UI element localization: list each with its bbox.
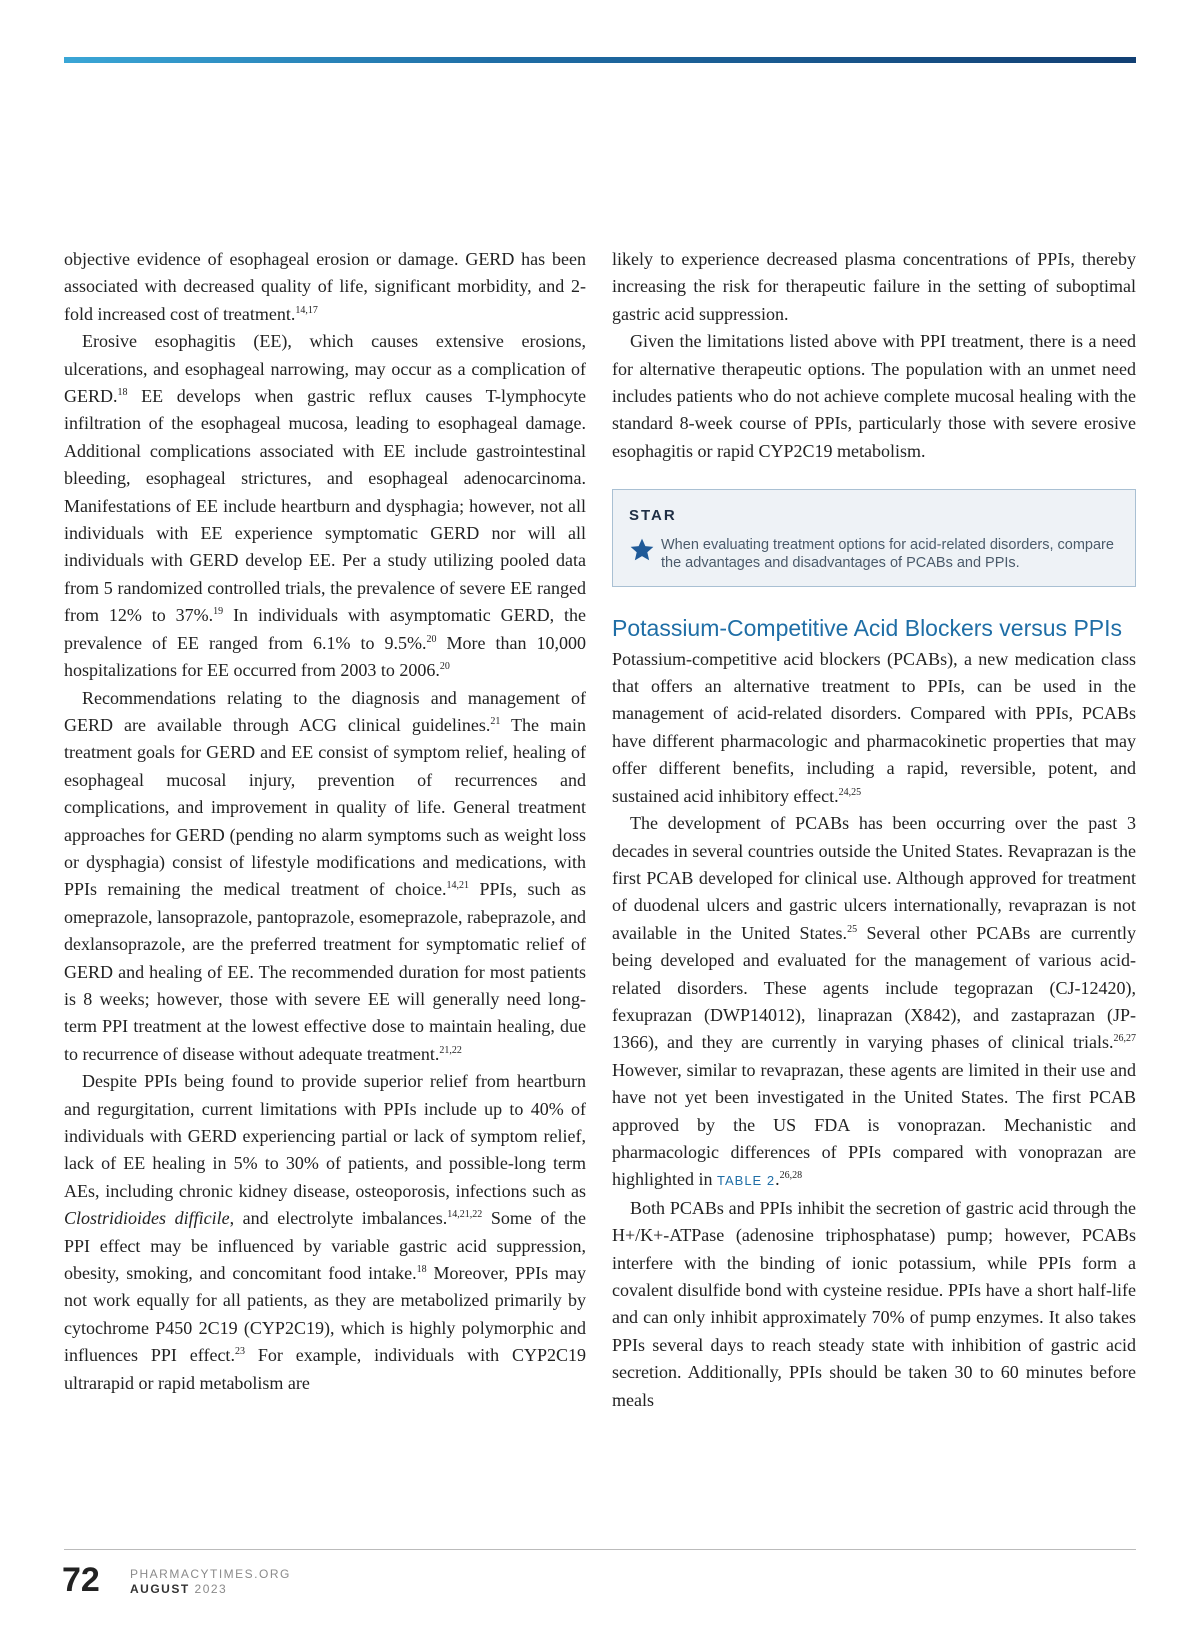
footer-year: 2023 [194, 1582, 228, 1596]
citation: 18 [416, 1264, 427, 1276]
table-2-reference-link[interactable]: TABLE 2 [717, 1173, 776, 1189]
citation: 14,21,22 [447, 1209, 483, 1221]
citation: 26,28 [779, 1170, 803, 1182]
paragraph: Potassium-competitive acid blockers (PCABs), a new medication class that offers an alternative treatment to PPIs, can be used in the management of acid-related disorders. Compared with PPIs, PCABs have different pharmacologic and pharmacokinetic properties that may offer different benefits, including a rapid, reversible, potent, and sustained acid inhibitory effect.$^{24,25}$ [612, 648, 1136, 806]
citation: 14,21 [446, 880, 469, 892]
header-rule [64, 57, 1136, 63]
citation: 26,27 [1113, 1033, 1136, 1045]
citation: 19 [213, 606, 224, 618]
section-heading: Potassium-Competitive Acid Blockers versus PPIs [612, 614, 1123, 641]
citation: 23 [234, 1346, 245, 1358]
star-label: STAR [629, 507, 677, 525]
left-column [64, 246, 586, 1397]
paragraph: Despite PPIs being found to provide superior relief from heartburn and regurgitation, current limitations with PPIs include up to 40% of individuals with GERD experiencing partial or lack of symptom relief, lack of EE healing in 5% to 30% of patients, and possible-long term AEs, including chronic kidney disease, osteoporosis, infections such as Clostridioides difficile, and electrolyte imbalances.$^{14,21,22}$ Some of the PPI effect may be influenced by variable gastric acid suppression, obesity, smoking, and concomitant food intake.$^{18}$ Moreover, PPIs may not work equally for all patients, as they are metabolized primarily by cytochrome P450 2C19 (CYP2C19), which is highly polymorphic and influences PPI effect.$^{23}$ For example, individuals with CYP2C19 ultrarapid or rapid metabolism are [64, 1071, 587, 1393]
citation: 18 [117, 387, 128, 399]
star-callout-box [612, 489, 1136, 586]
paragraph: objective evidence of esophageal erosion or damage. GERD has been associated with decreased quality of life, significant morbidity, and 2-fold increased cost of treatment.$^{14,17}$ [64, 249, 586, 324]
paragraph: Both PCABs and PPIs inhibit the secretion of gastric acid through the H+/K+-ATPase (adenosine triphosphatase) pump; however, PCABs interfere with the binding of ionic potassium, while PPIs form a covalent disulfide bond with cysteine residue. PPIs have a short half-life and can only inhibit approximately 70% of pump enzymes. It also takes PPIs several days to reach steady state with inhibition of gastric acid secretion. Additionally, PPIs should be taken 30 to 60 minutes before meals [612, 1197, 1136, 1410]
star-text: When evaluating treatment options for acid-related disorders, compare the advantages and disadvantages of PCABs and PPIs. [661, 536, 1114, 571]
page-number: 72 [62, 1561, 100, 1599]
footer-rule [64, 1549, 1136, 1550]
footer-publication [130, 1567, 291, 1597]
citation: 14,17 [295, 304, 318, 316]
citation: 24,25 [838, 786, 862, 798]
citation: 21 [490, 715, 501, 727]
paragraph: Recommendations relating to the diagnosis and management of GERD are available through ACG clinical guidelines.$^{21}$ The main treatment goals for GERD and EE consist of symptom relief, healing of esophageal mucosal injury, prevention of recurrences and complications, and improvement in quality of life. General treatment approaches for GERD (pending no alarm symptoms such as weight loss or dysphagia) consist of lifestyle modifications and medications, with PPIs remaining the medical treatment of choice.$^{14,21}$ PPIs, such as omeprazole, lansoprazole, pantoprazole, esomeprazole, rabeprazole, and dexlansoprazole, are the preferred treatment for symptomatic relief of GERD and healing of EE. The recommended duration for most patients is 8 weeks; however, those with severe EE will generally need long-term PPI treatment at the lowest effective dose to maintain healing, due to recurrence of disease without adequate treatment.$^{21,22}$ [64, 687, 586, 1064]
paragraph: The development of PCABs has been occurring over the past 3 decades in several countries outside the United States. Revaprazan is the first PCAB developed for clinical use. Although approved for treatment of duodenal ulcers and gastric ulcers internationally, revaprazan is not available in the United States.$^{25}$ Several other PCABs are currently being developed and evaluated for the management of various acid-related disorders. These agents include tegoprazan (CJ-12420), fexuprazan (DWP14012), linaprazan (X842), and zastaprazan (JP-1366), and they are currently in varying phases of clinical trials.$^{26,27}$ However, similar to revaprazan, these agents are limited in their use and have not yet been investigated in the United States. The first PCAB approved by the US FDA is vonoprazan. Mechanistic and pharmacologic differences of PPIs compared with vonoprazan are highlighted in TABLE 2.$^{26,28}$ [612, 813, 1137, 1190]
citation: 20 [426, 633, 437, 645]
paragraph: Erosive esophagitis (EE), which causes extensive erosions, ulcerations, and esophageal narrowing, may occur as a complication of GERD.$^{18}$ EE develops when gastric reflux causes T-lymphocyte infiltration of the esophageal mucosa, leading to esophageal damage. Additional complications associated with EE include gastrointestinal bleeding, esophageal strictures, and esophageal adenocarcinoma. Manifestations of EE include heartburn and dysphagia; however, not all individuals with EE experience symptomatic GERD nor will all individuals with GERD develop EE. Per a study utilizing pooled data from 5 randomized controlled trials, the prevalence of severe EE ranged from 12% to 37%.$^{19}$ In individuals with asymptomatic GERD, the prevalence of EE ranged from 6.1% to 9.5%.$^{20}$ More than 10,000 hospitalizations for EE occurred from 2003 to 2006.20 [64, 331, 586, 681]
footer-site: PHARMACYTIMES.ORG [130, 1567, 291, 1581]
footer-month: AUGUST [130, 1582, 190, 1596]
citation: 20 [439, 661, 450, 673]
citation: 25 [847, 923, 858, 935]
star-icon [629, 537, 661, 571]
right-column [612, 246, 1136, 1414]
paragraph: likely to experience decreased plasma concentrations of PPIs, thereby increasing the risk for therapeutic failure in the setting of suboptimal gastric acid suppression. [612, 249, 1136, 324]
paragraph: Given the limitations listed above with PPI treatment, there is a need for alternative therapeutic options. The population with an unmet need includes patients who do not achieve complete mucosal healing with the standard 8-week course of PPIs, particularly those with severe erosive esophagitis or rapid CYP2C19 metabolism. [612, 331, 1136, 461]
citation: 21,22 [439, 1044, 462, 1056]
